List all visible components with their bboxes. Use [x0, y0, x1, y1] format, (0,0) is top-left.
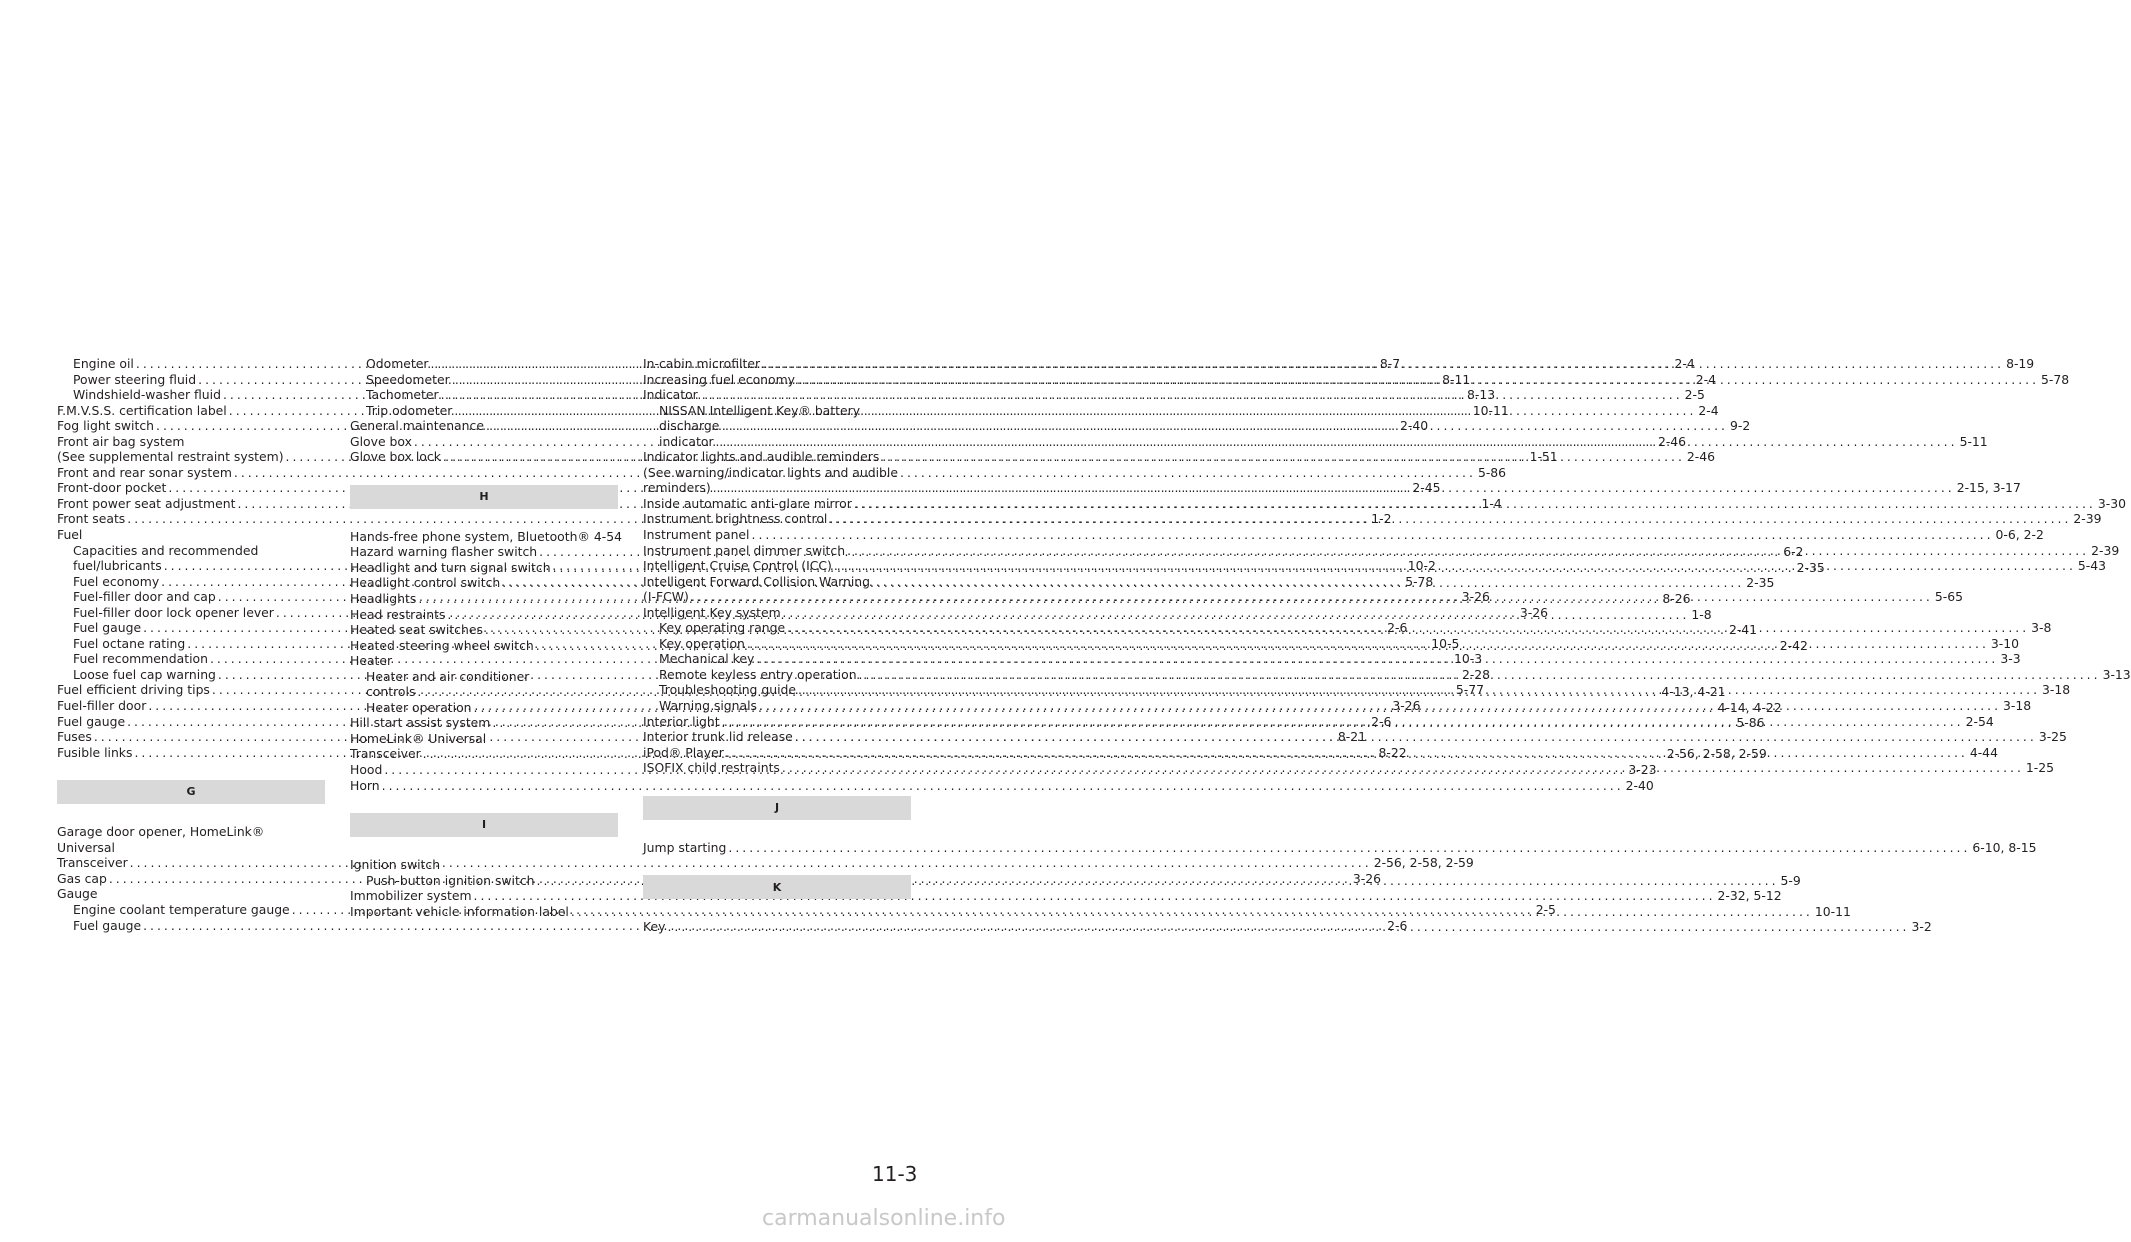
entry-term: HomeLink® Universal	[350, 730, 487, 746]
entry-term: Important vehicle information label	[350, 903, 569, 919]
page-reference: 3-13	[2102, 666, 2131, 682]
entry-term: Fuel-filler door	[57, 698, 147, 714]
page-reference: 1-4	[1481, 495, 1502, 511]
index-entry	[350, 528, 622, 545]
page-reference: 2-35	[1796, 559, 1825, 575]
entry-term: Key	[643, 919, 666, 935]
page-reference: 1-25	[2025, 760, 2055, 776]
page-reference: 2-39	[2091, 542, 2120, 558]
entry-term: ISOFIX child restraints	[643, 760, 780, 776]
page-reference: 3-18	[2042, 682, 2071, 698]
page-reference: 3-23	[1628, 762, 1657, 778]
index-entry	[643, 839, 2037, 856]
entry-term: Intelligent Cruise Control (ICC)	[643, 558, 832, 574]
page-reference: 8-19	[2006, 356, 2035, 371]
entry-term: Indicator	[643, 387, 698, 403]
page-reference: 2-6	[1371, 713, 1392, 729]
dot-leader	[443, 449, 1685, 465]
page-reference: 8-13	[1466, 387, 1496, 403]
entry-term: Heater and air conditioner	[366, 668, 530, 684]
entry-term: Instrument brightness control	[643, 511, 828, 527]
page-reference: 8-7	[1379, 356, 1401, 371]
entry-term: Front air bag system	[57, 433, 185, 449]
page-reference: 3-3	[2000, 651, 2021, 667]
dot-leader	[829, 511, 2071, 527]
entry-term: Fuel economy	[73, 573, 160, 589]
dot-leader	[756, 651, 1998, 667]
entry-term: indicator	[659, 433, 714, 449]
entry-term: Gas cap	[57, 870, 107, 886]
entry-term: Troubleshooting guide	[659, 682, 797, 698]
entry-term: Key operating range	[659, 620, 786, 636]
entry-term: Instrument panel dimmer switch	[643, 542, 846, 558]
page-reference: 8-22	[1378, 744, 1407, 760]
entry-term: (See supplemental restraint system)	[57, 449, 284, 465]
entry-term: In-cabin microfilter	[643, 356, 761, 371]
entry-term: Fusible links	[57, 744, 133, 760]
entry-term: Intelligent Forward Collision Warning	[643, 573, 870, 589]
entry-term: Immobilizer system	[350, 888, 472, 904]
entry-term: Glove box	[350, 433, 412, 449]
page-reference: 2-54	[1965, 713, 1994, 729]
entry-term: Jump starting	[643, 839, 727, 855]
page-reference: 2-40	[1625, 777, 1654, 793]
index-entry	[643, 387, 911, 403]
page-reference: 1-51	[1529, 449, 1558, 465]
index-entry	[57, 543, 325, 559]
dot-leader	[726, 745, 1968, 761]
page-reference: 2-41	[1728, 622, 1758, 638]
index-entry	[643, 574, 911, 590]
entry-term: Remote keyless entry operation	[659, 666, 857, 682]
page-reference: 10-5	[1431, 635, 1460, 651]
dot-leader	[762, 356, 2004, 372]
entry-term: Front power seat adjustment	[57, 495, 236, 511]
dot-leader	[782, 760, 2024, 776]
entry-term: Push-button ignition switch	[366, 872, 535, 888]
page-reference: 5-78	[2041, 371, 2070, 387]
index-entry	[643, 449, 911, 465]
dot-leader	[441, 387, 1683, 403]
index-entry	[350, 653, 618, 669]
page-reference: 3-8	[2031, 620, 2052, 636]
entry-term: Fuel-filler door and cap	[73, 589, 216, 605]
entry-term: Front-door pocket	[57, 480, 167, 496]
entry-term: Front seats	[57, 511, 126, 527]
entry-term: Engine coolant temperature gauge	[73, 901, 290, 917]
page-reference: 2-4	[1674, 356, 1695, 371]
page-reference: 9-2	[1729, 418, 1751, 434]
page-reference: 4-54	[593, 528, 622, 544]
page-reference: 5-11	[1959, 433, 1988, 449]
page-number: 11-3	[872, 1162, 918, 1186]
entry-term: Garage door opener, HomeLink® Universal	[57, 824, 265, 855]
dot-leader	[722, 714, 1964, 730]
entry-term: Hazard warning flasher switch	[350, 544, 538, 560]
entry-term: Glove box lock	[350, 449, 441, 465]
entry-term: controls	[366, 684, 416, 700]
entry-term: Heated seat switches	[350, 622, 483, 638]
entry-term: Intelligent Key system	[643, 604, 781, 620]
entry-term: General maintenance	[350, 418, 484, 434]
page-reference: 3-2	[1911, 919, 1932, 935]
entry-term: Headlights	[350, 591, 417, 607]
entry-term: Key operation	[659, 635, 745, 651]
section-header-h: H	[350, 485, 618, 509]
page-reference: 5-86	[1736, 715, 1765, 731]
entry-term: Increasing fuel economy	[643, 371, 795, 387]
dot-leader	[859, 667, 2101, 683]
dot-leader	[667, 919, 1909, 935]
page-reference: 2-39	[2073, 511, 2102, 527]
page-reference: 8-11	[1442, 371, 1471, 387]
page-reference: 2-5	[1684, 387, 1705, 403]
entries-j	[643, 839, 2037, 856]
page-reference: 2-6	[1387, 620, 1408, 636]
dot-leader	[454, 403, 1696, 419]
page-reference: 2-56, 2-58, 2-59	[1666, 746, 1767, 762]
entry-term: Hands-free phone system, Bluetooth®	[350, 528, 590, 544]
page-reference: 8-21	[1337, 729, 1366, 745]
entry-term: Power steering fluid	[73, 371, 197, 387]
entry-term: Speedometer	[366, 371, 450, 387]
index-entry	[57, 527, 325, 543]
index-entry	[350, 888, 1782, 904]
section-header-i: I	[350, 813, 618, 837]
dot-leader	[798, 682, 2040, 698]
entry-term: Fuel efficient driving tips	[57, 682, 210, 698]
entry-term: Hill start assist system	[350, 715, 491, 731]
page-reference: 3-30	[2097, 495, 2126, 511]
dot-leader	[752, 527, 1994, 543]
page-reference: 2-56, 2-58, 2-59	[1373, 855, 1474, 871]
page-reference: 3-26	[1461, 589, 1490, 605]
entry-term: Front and rear sonar system	[57, 464, 232, 480]
page-reference: 2-35	[1746, 575, 1775, 591]
dot-leader	[382, 778, 1624, 794]
page-reference: 8-26	[1662, 591, 1691, 607]
page-reference: 4-14, 4-22	[1717, 699, 1782, 715]
page-reference: 6-10, 8-15	[1972, 839, 2037, 855]
entry-term: F.M.V.S.S. certification label	[57, 402, 227, 418]
page-reference: 10-3	[1453, 651, 1483, 667]
entry-term: Fuel gauge	[73, 917, 142, 933]
index-entry	[643, 403, 911, 434]
entry-term: Head restraints	[350, 606, 446, 622]
index-entry	[350, 669, 618, 685]
page-reference: 5-86	[1477, 464, 1507, 480]
dot-leader	[797, 372, 2039, 388]
page-reference: 10-11	[1472, 402, 1509, 418]
entry-term: NISSAN Intelligent Key® battery discharge	[659, 402, 861, 434]
index-entry	[350, 777, 1654, 794]
entry-term: Ignition switch	[350, 857, 441, 873]
dot-leader	[747, 636, 1989, 652]
section-header-k: K	[643, 875, 911, 899]
page-reference: 2-4	[1698, 402, 1719, 418]
index-entry	[643, 465, 911, 481]
page-reference: 2-46	[1686, 449, 1716, 465]
dot-leader	[759, 698, 2001, 714]
dot-leader	[834, 558, 2076, 574]
dot-leader	[691, 589, 1933, 605]
page-reference: 2-32, 5-12	[1717, 888, 1782, 904]
page-reference: 2-28	[1461, 666, 1491, 682]
entry-term: Headlight and turn signal switch	[350, 559, 551, 575]
entry-term: (See warning/indicator lights and audible	[643, 464, 898, 480]
entry-term: Instrument panel	[643, 527, 750, 543]
page-reference: 2-5	[1535, 901, 1556, 917]
entry-term: Fuel-filler door lock opener lever	[73, 604, 274, 620]
page-reference: 2-46	[1657, 433, 1687, 449]
entry-term: Fuel recommendation	[73, 651, 208, 667]
section-header-g: G	[57, 780, 325, 804]
page-reference: 5-77	[1455, 682, 1485, 698]
index-entry	[57, 434, 325, 450]
entry-term: Warning signals	[659, 698, 757, 714]
page-reference: 3-26	[1392, 698, 1421, 714]
entry-term: Heater	[350, 653, 393, 669]
page-reference: 5-9	[1780, 872, 1801, 888]
page-reference: 3-26	[1352, 870, 1381, 886]
index-entry	[57, 824, 325, 855]
index-entry	[350, 731, 618, 747]
page-reference: 2-6	[1387, 917, 1408, 933]
index-entry	[57, 886, 325, 902]
entry-term: Transceiver	[350, 746, 421, 762]
entry-term: Hood	[350, 762, 383, 778]
entry-term: Heater operation	[366, 699, 472, 715]
dot-leader	[795, 729, 2037, 745]
entry-term: Heated steering wheel switch	[350, 637, 534, 653]
section-header-j: J	[643, 796, 911, 820]
page-reference: 3-10	[1990, 635, 2020, 651]
entry-term: Tachometer	[366, 387, 439, 403]
page-reference: 4-13, 4-21	[1661, 684, 1726, 700]
dot-leader	[716, 434, 1958, 450]
page-reference: 2-40	[1400, 418, 1429, 434]
entry-term: iPod® Player	[643, 744, 724, 760]
dot-leader	[847, 543, 2089, 559]
page-reference: 1-2	[1371, 511, 1392, 527]
page-reference: 2-42	[1779, 637, 1808, 653]
entry-term: Windshield-washer fluid	[73, 387, 221, 403]
dot-leader	[728, 840, 1970, 856]
entry-term: Gauge	[57, 886, 98, 902]
page-reference: 4-44	[1969, 744, 1998, 760]
entry-term: Interior trunk lid release	[643, 729, 793, 745]
dot-leader	[854, 496, 2096, 512]
entry-term: Fog light switch	[57, 418, 155, 434]
dot-leader	[787, 620, 2029, 636]
page-reference: 5-78	[1405, 573, 1434, 589]
entry-term: reminders)	[643, 480, 711, 496]
entry-term: Inside automatic anti-glare mirror	[643, 495, 852, 511]
page-reference: 5-65	[1934, 589, 1963, 605]
index-entry	[643, 527, 2044, 543]
entry-term: Capacities and recommended	[73, 542, 259, 558]
page-reference: 3-26	[1519, 604, 1549, 620]
page-reference: 2-15, 3-17	[1956, 480, 2021, 496]
entry-term: Transceiver	[57, 855, 128, 871]
entry-term: Fuses	[57, 729, 92, 745]
entry-term: Headlight control switch	[350, 575, 501, 591]
page-reference: 3-18	[2003, 698, 2032, 714]
page-reference: 6-2	[1783, 544, 1804, 560]
entry-term: Fuel gauge	[73, 620, 142, 636]
watermark: carmanualsonline.info	[762, 1206, 1006, 1231]
page-reference: 2-4	[1695, 371, 1716, 387]
entry-term: fuel/lubricants	[73, 558, 162, 574]
page-reference: 2-45	[1412, 480, 1441, 496]
entry-term: Fuel octane rating	[73, 635, 186, 651]
page-reference: 1-8	[1691, 606, 1712, 622]
page-reference: 10-2	[1407, 558, 1436, 574]
entry-term: Horn	[350, 777, 380, 793]
entry-term: Mechanical key	[659, 651, 755, 667]
index-entry	[350, 857, 618, 873]
entry-term: Odometer	[366, 356, 429, 371]
entry-term: Interior light	[643, 713, 720, 729]
index-entry	[643, 605, 911, 621]
page-reference: 3-25	[2038, 729, 2067, 745]
page-reference: 5-43	[2077, 558, 2107, 574]
page-reference: 10-11	[1814, 903, 1851, 919]
entry-term: (I-FCW)	[643, 589, 689, 605]
entry-term: Indicator lights and audible reminders	[643, 449, 880, 465]
dot-leader	[713, 480, 1955, 496]
entry-term: Fuel gauge	[57, 713, 126, 729]
entry-term: Trip odometer	[366, 402, 453, 418]
entry-term: Engine oil	[73, 356, 134, 371]
entry-term: Loose fuel cap warning	[73, 666, 216, 682]
entry-term: Fuel	[57, 527, 83, 543]
page-reference: 0-6, 2-2	[1995, 527, 2044, 543]
